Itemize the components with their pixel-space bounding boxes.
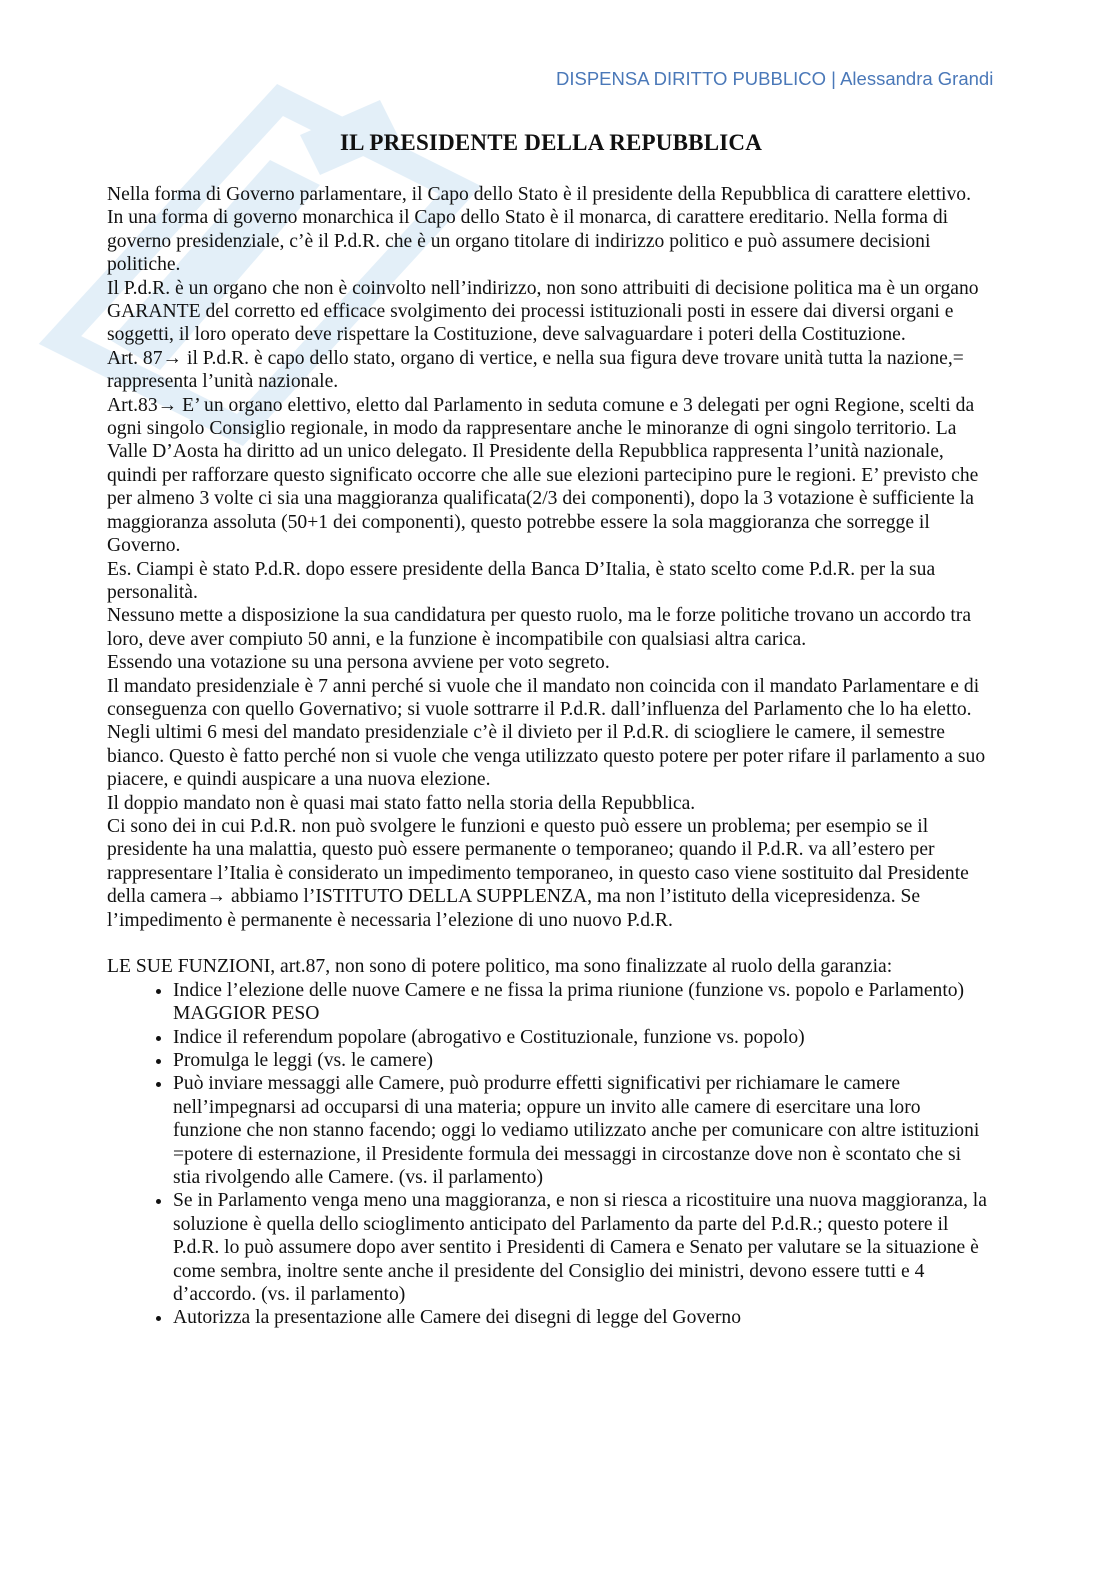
paragraph: Nessuno mette a disposizione la sua candidatura per questo ruolo, ma le forze politiche trovano un accordo tra loro, deve aver compiuto 50 anni, e la funzione è incompatibile con qualsiasi altra carica. [107, 605, 972, 650]
paragraph: Il doppio mandato non è quasi mai stato fatto nella storia della Repubblica. [107, 792, 696, 814]
list-item: • Indice il referendum popolare (abrogativo e Costituzionale, funzione vs. popolo) [173, 1026, 987, 1049]
paragraph: Il P.d.R. è un organo che non è coinvolto nell’indirizzo, non sono attribuiti di decisione politica ma è un organo GARANTE del corretto ed efficace svolgimento dei processi istituzionali posti in essere dai diversi organi e soggetti, il loro operato deve rispettare la Costituzione, deve salvaguardare i poteri della Costituzione. [107, 277, 979, 346]
functions-list [107, 979, 987, 1330]
paragraph: Art. 87→ il P.d.R. è capo dello stato, organo di vertice, e nella sua figura deve trovare unità tutta la nazione,= rappresenta l’unità nazionale. [107, 347, 964, 393]
paragraph: Es. Ciampi è stato P.d.R. dopo essere presidente della Banca D’Italia, è stato scelto come P.d.R. per la sua personalità. [107, 558, 936, 603]
paragraph: Art.83→ E’ un organo elettivo, eletto dal Parlamento in seduta comune e 3 delegati per ogni Regione, scelti da ogni singolo Consiglio regionale, in modo da rappresentare anche le minoranze di ogni singolo territorio. La Valle D’Aosta ha diritto ad un unico delegato. Il Presidente della Repubblica rappresenta l’unità nazionale, quindi per rafforzare questo significato occorre che alle sue elezioni partecipino pure le regioni. E’ previsto che per almeno 3 volte ci sia una maggioranza qualificata(2/3 dei componenti), dopo la 3 votazione è sufficiente la maggioranza assoluta (50+1 dei componenti), questo potrebbe essere la sola maggioranza che sorregge il Governo. [107, 394, 979, 557]
document-title: IL PRESIDENTE DELLA REPUBBLICA [339, 130, 763, 155]
paragraph: Il mandato presidenziale è 7 anni perché si vuole che il mandato non coincida con il mandato Parlamentare e di conseguenza con quello Governativo; si vuole sottrarre il P.d.R. dall’influenza del Parlamento che lo ha eletto. [107, 675, 980, 720]
paragraph: Ci sono dei in cui P.d.R. non può svolgere le funzioni e questo può essere un problema; per esempio se il presidente ha una malattia, questo può essere permanente o temporaneo; quando il P.d.R. va all’estero per rappresentare l’Italia è considerato un impedimento temporaneo, in questo caso viene sostituito dal Presidente della camera→ abbiamo l’ISTITUTO DELLA SUPPLENZA, ma non l’istituto della vicepresidenza. Se l’impedimento è permanente è necessaria l’elezione di uno nuovo P.d.R. [107, 815, 969, 931]
list-item: • Può inviare messaggi alle Camere, può produrre effetti significativi per richiamare le camere nell’impegnarsi ad occuparsi di una materia; oppure un invito alle camere di esercitare una loro funzione che non stanno facendo; oggi lo vediamo utilizzato anche per comunicare con altre istituzioni =potere di esternazione, il Presidente formula dei messaggi in circostanze dove non è scontato che si stia rivolgendo alle Camere. (vs. il parlamento) [173, 1072, 987, 1189]
list-item: • Se in Parlamento venga meno una maggioranza, e non si riesca a ricostituire una nuova maggioranza, la soluzione è quella dello scioglimento anticipato del Parlamento da parte del P.d.R.; questo potere il P.d.R. lo può assumere dopo aver sentito i Presidenti di Camera e Senato per valutare se la situazione è come sembra, inoltre sente anche il presidente del Consiglio dei ministri, devono essere tutti e 4 d’accordo. (vs. il parlamento) [173, 1189, 987, 1306]
list-item: • Indice l’elezione delle nuove Camere e ne fissa la prima riunione (funzione vs. popolo e Parlamento) MAGGIOR PESO [173, 979, 987, 1026]
functions-intro: LE SUE FUNZIONI, art.87, non sono di potere politico, ma sono finalizzate al ruolo della garanzia: [107, 956, 893, 978]
paragraph: Negli ultimi 6 mesi del mandato presidenziale c’è il divieto per il P.d.R. di sciogliere le camere, il semestre bianco. Questo è fatto perché non si vuole che venga utilizzato questo potere per poter rifare il parlamento a suo piacere, e quindi auspicare a una nuova elezione. [107, 722, 986, 791]
list-item: • Promulga le leggi (vs. le camere) [173, 1049, 987, 1072]
page-header: DISPENSA DIRITTO PUBBLICO | Alessandra Grandi [556, 68, 994, 89]
paragraph: Nella forma di Governo parlamentare, il Capo dello Stato è il presidente della Repubblica di carattere elettivo. In una forma di governo monarchica il Capo dello Stato è il monarca, di carattere ereditario. Nella forma di governo presidenziale, c’è il P.d.R. che è un organo titolare di indirizzo politico e può assumere decisioni politiche. [107, 184, 971, 276]
list-item: • Autorizza la presentazione alle Camere dei disegni di legge del Governo [173, 1306, 987, 1329]
paragraph: Essendo una votazione su una persona avviene per voto segreto. [107, 652, 610, 674]
document-body [107, 183, 987, 1330]
